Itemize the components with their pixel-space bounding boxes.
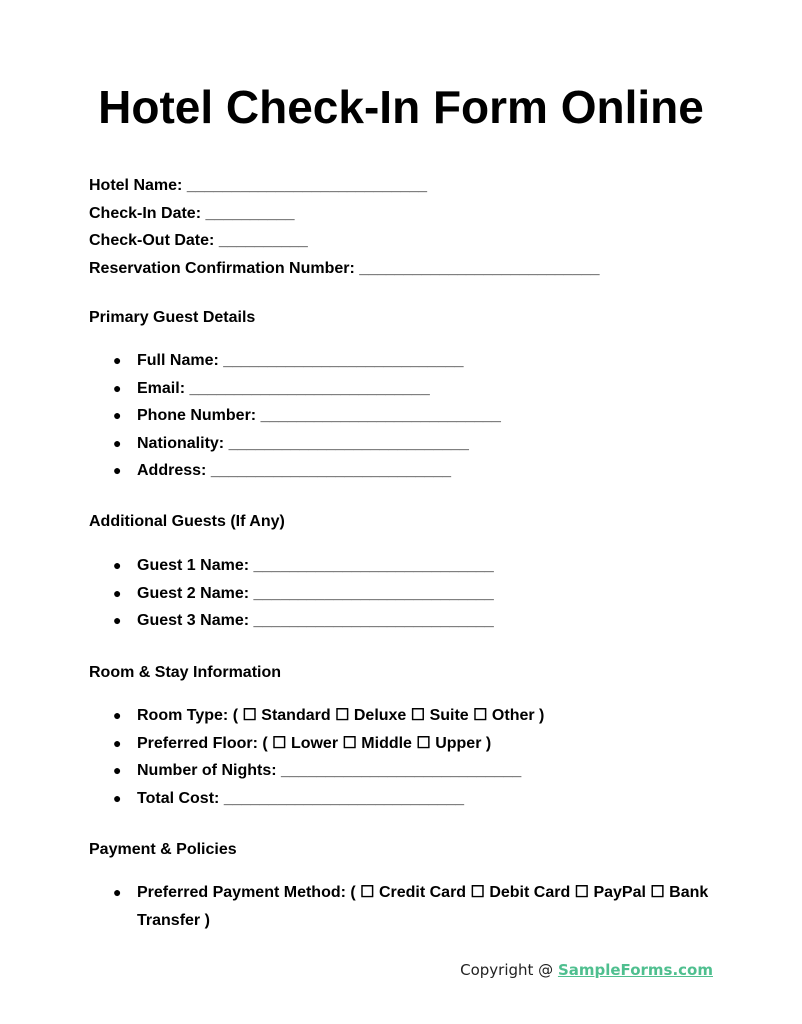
item-label: Full Name: bbox=[137, 352, 219, 369]
bullet-icon: ● bbox=[113, 557, 122, 573]
item-label: Number of Nights: bbox=[137, 762, 277, 779]
payment-checkboxes[interactable]: ( ☐ Credit Card ☐ Debit Card ☐ PayPal ☐ Bank Transfer ) bbox=[137, 884, 709, 929]
floor-checkboxes[interactable]: ( ☐ Lower ☐ Middle ☐ Upper ) bbox=[262, 734, 492, 752]
bullet-icon: ● bbox=[113, 379, 122, 396]
item-blank[interactable]: ___________________________ bbox=[253, 557, 494, 574]
bullet-icon: ● bbox=[113, 612, 122, 628]
check-out-date-field[interactable] bbox=[89, 227, 600, 255]
page-title: Hotel Check-In Form Online bbox=[98, 81, 704, 133]
field-label: Hotel Name: bbox=[89, 177, 183, 194]
item-label: Room Type: bbox=[137, 707, 229, 724]
sampleforms-link[interactable]: SampleForms.com bbox=[557, 961, 713, 979]
field-label: Check-In Date: bbox=[89, 204, 202, 222]
bullet-icon: ● bbox=[113, 462, 122, 478]
item-blank[interactable]: ___________________________ bbox=[189, 379, 430, 397]
item-blank[interactable]: ___________________________ bbox=[223, 352, 464, 369]
item-label: Phone Number: bbox=[137, 407, 257, 424]
item-blank[interactable]: ___________________________ bbox=[210, 462, 452, 479]
field-blank[interactable]: __________ bbox=[205, 204, 295, 222]
field-label: Check-Out Date: bbox=[89, 232, 215, 249]
item-blank[interactable]: ___________________________ bbox=[253, 612, 494, 629]
list-item-room-type[interactable] bbox=[89, 702, 544, 730]
item-blank[interactable]: ___________________________ bbox=[253, 584, 494, 602]
section-heading-room-stay: Room & Stay Information bbox=[89, 664, 282, 681]
field-blank[interactable]: ___________________________ bbox=[359, 259, 600, 277]
list-item-address[interactable] bbox=[89, 457, 501, 485]
bullet-icon: ● bbox=[113, 762, 122, 778]
field-blank[interactable]: __________ bbox=[218, 232, 308, 249]
bullet-icon: ● bbox=[113, 884, 122, 900]
hotel-name-field[interactable] bbox=[89, 172, 600, 200]
bullet-icon: ● bbox=[113, 584, 122, 601]
item-label: Guest 2 Name: bbox=[137, 584, 250, 602]
section-heading-primary-guest: Primary Guest Details bbox=[89, 309, 256, 326]
list-item-email[interactable] bbox=[89, 375, 501, 403]
header-fields bbox=[89, 172, 600, 282]
item-blank[interactable]: ___________________________ bbox=[223, 789, 465, 807]
item-label: Preferred Floor: bbox=[137, 734, 258, 752]
bullet-icon: ● bbox=[113, 734, 122, 751]
item-label: Guest 3 Name: bbox=[137, 612, 250, 629]
item-label: Email: bbox=[137, 379, 186, 397]
check-in-date-field[interactable] bbox=[89, 200, 600, 228]
section-heading-payment: Payment & Policies bbox=[89, 841, 237, 858]
list-item-guest-1[interactable] bbox=[89, 552, 494, 580]
item-blank[interactable]: ___________________________ bbox=[281, 762, 522, 779]
list-item-total-cost[interactable] bbox=[89, 785, 544, 813]
list-item-guest-3[interactable] bbox=[89, 607, 494, 635]
list-item-phone[interactable] bbox=[89, 402, 501, 430]
room-type-checkboxes[interactable]: ( ☐ Standard ☐ Deluxe ☐ Suite ☐ Other ) bbox=[232, 707, 545, 724]
item-label: Guest 1 Name: bbox=[137, 557, 250, 574]
field-label: Reservation Confirmation Number: bbox=[89, 259, 355, 277]
list-item-preferred-floor[interactable] bbox=[89, 730, 544, 758]
list-item-full-name[interactable] bbox=[89, 347, 501, 375]
copyright-footer bbox=[460, 961, 713, 979]
item-label: Preferred Payment Method: bbox=[137, 884, 346, 901]
item-label: Total Cost: bbox=[137, 789, 220, 807]
copyright-text: Copyright @ bbox=[460, 961, 558, 979]
bullet-icon: ● bbox=[113, 789, 122, 806]
bullet-icon: ● bbox=[113, 352, 122, 368]
room-stay-list bbox=[89, 702, 544, 812]
list-item-payment-method[interactable] bbox=[89, 879, 715, 934]
item-label: Nationality: bbox=[137, 434, 225, 452]
bullet-icon: ● bbox=[113, 707, 122, 723]
additional-guests-list bbox=[89, 552, 494, 635]
bullet-icon: ● bbox=[113, 407, 122, 423]
bullet-icon: ● bbox=[113, 434, 122, 451]
payment-list bbox=[89, 879, 715, 934]
list-item-nationality[interactable] bbox=[89, 430, 501, 458]
reservation-number-field[interactable] bbox=[89, 255, 600, 283]
section-heading-additional-guests: Additional Guests (If Any) bbox=[89, 513, 285, 530]
item-label: Address: bbox=[137, 462, 207, 479]
list-item-nights[interactable] bbox=[89, 757, 544, 785]
list-item-guest-2[interactable] bbox=[89, 580, 494, 608]
primary-guest-list bbox=[89, 347, 501, 485]
item-blank[interactable]: ___________________________ bbox=[260, 407, 501, 424]
field-blank[interactable]: ___________________________ bbox=[186, 177, 428, 194]
item-blank[interactable]: ___________________________ bbox=[228, 434, 469, 452]
